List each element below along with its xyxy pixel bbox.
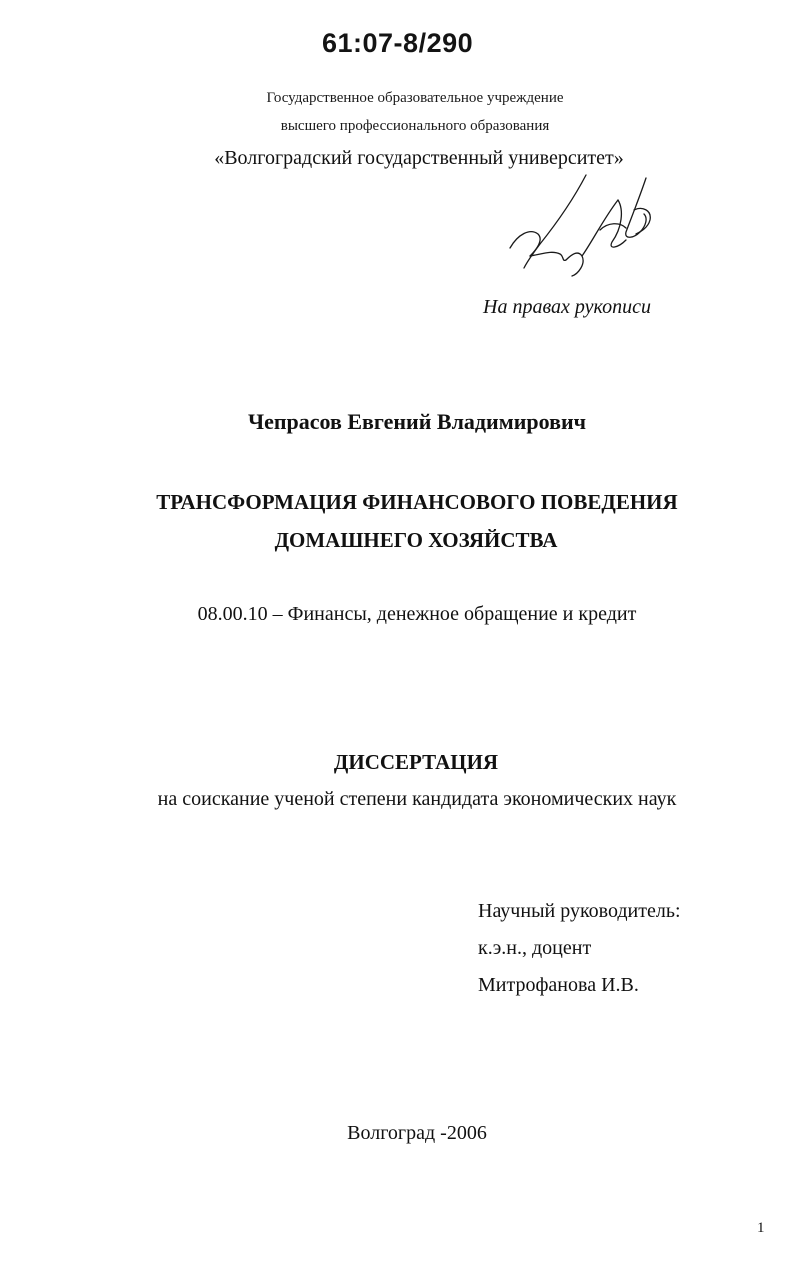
page-number: 1 (757, 1220, 765, 1236)
institution-line-2: высшего профессионального образования (280, 118, 550, 134)
thesis-title-line-1: ТРАНСФОРМАЦИЯ ФИНАНСОВОГО ПОВЕДЕНИЯ (156, 490, 678, 514)
manuscript-note: На правах рукописи (483, 296, 651, 318)
document-type: ДИССЕРТАЦИЯ (333, 750, 499, 774)
author-name: Чепрасов Евгений Владимирович (247, 409, 587, 434)
university-name: «Волгоградский государственный университет» (214, 147, 624, 169)
supervisor-credentials: к.э.н., доцент (478, 937, 592, 959)
thesis-title-line-2: ДОМАШНЕГО ХОЗЯЙСТВА (274, 528, 558, 552)
catalog-number: 61:07-8/290 (322, 28, 474, 58)
supervisor-label: Научный руководитель: (478, 900, 681, 922)
institution-line-1: Государственное образовательное учреждение (266, 90, 564, 106)
handwritten-signature (500, 170, 660, 280)
specialty-code: 08.00.10 – Финансы, денежное обращение и кредит (197, 603, 637, 625)
degree-description: на соискание ученой степени кандидата экономических наук (157, 788, 677, 810)
supervisor-name: Митрофанова И.В. (478, 974, 639, 996)
city-year: Волгоград -2006 (347, 1122, 487, 1144)
